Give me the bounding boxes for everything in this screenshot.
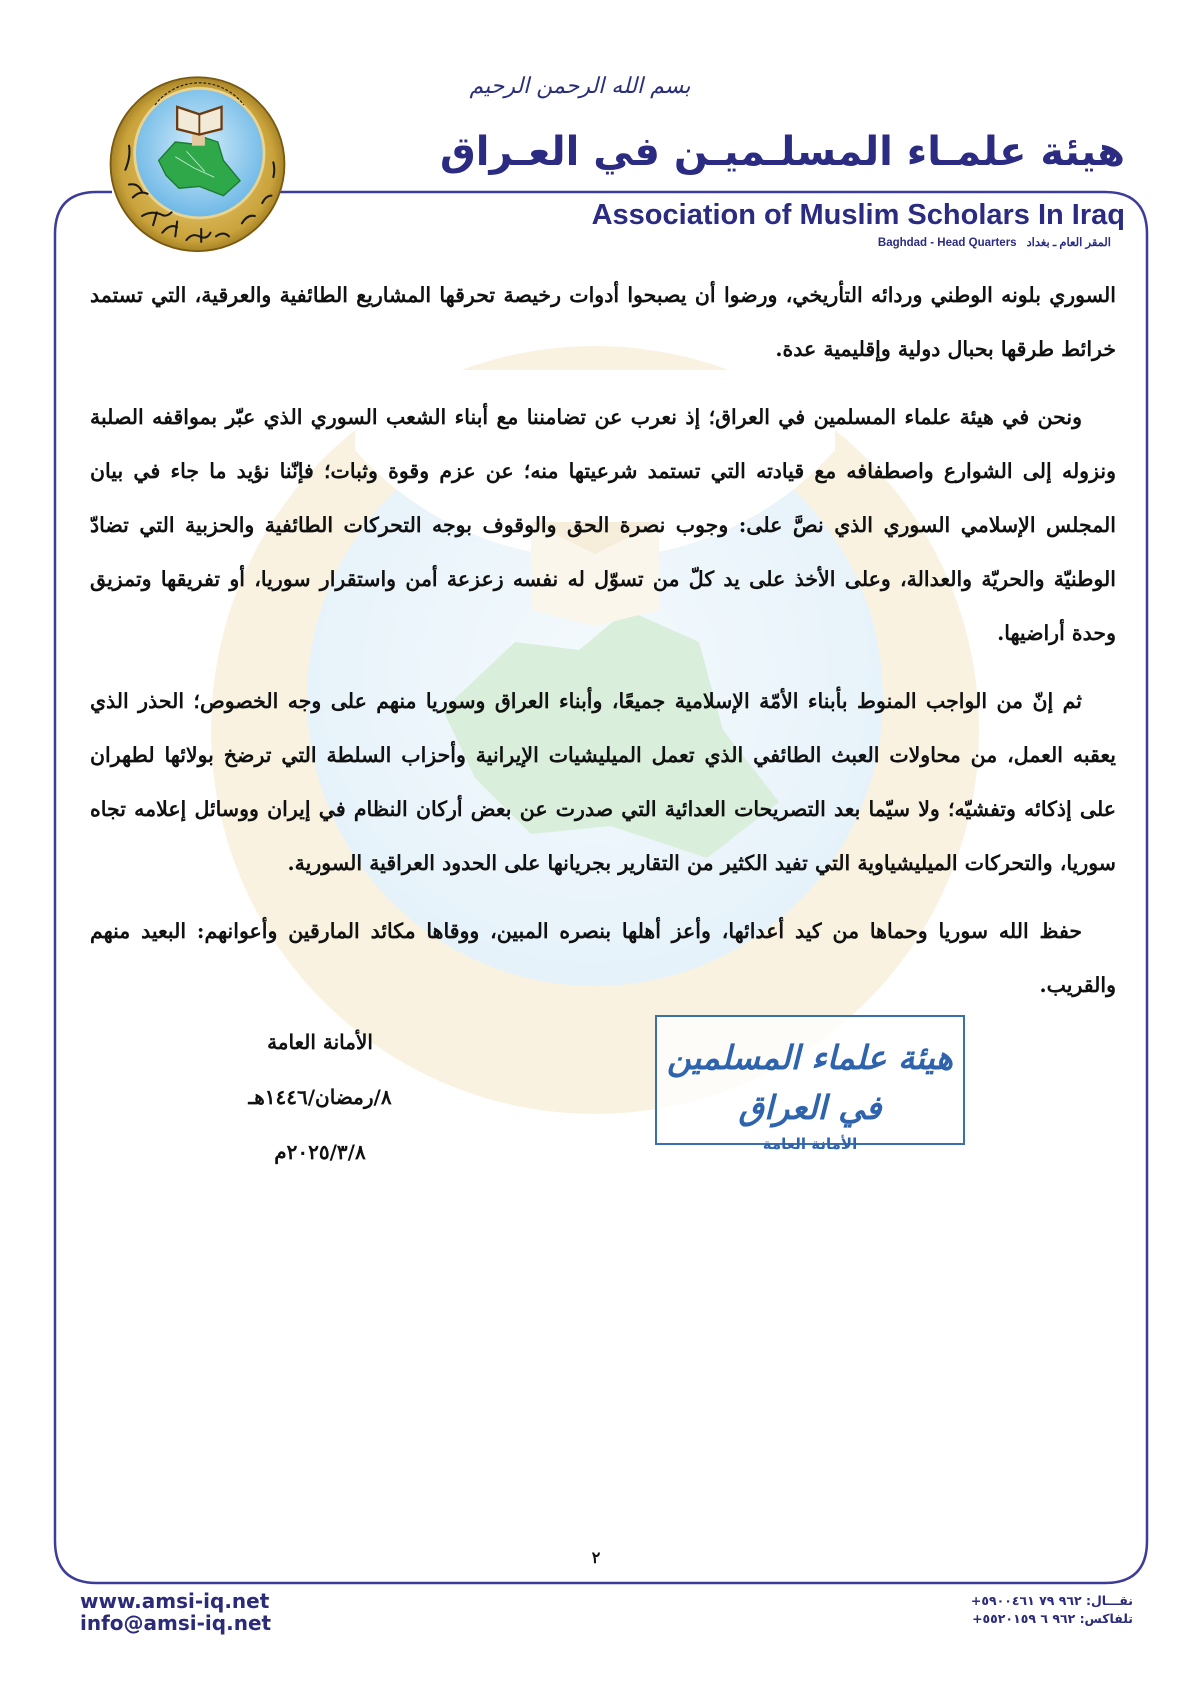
signatory-office: الأمانة العامة (267, 1030, 373, 1054)
paragraph: السوري بلونه الوطني وردائه التأريخي، ورضوا أن يصبحوا أدوات رخيصة تحرقها المشاريع الطائفية والعرقية، التي تستمد خرائط طرقها بحبال دولية وإقليمية عدة. (90, 283, 1116, 361)
headquarters-line (611, 236, 1111, 250)
fax-number: +٩٦٢ ٦ ٥٥٢٠١٥٩ (972, 1611, 1076, 1626)
footer-contacts (813, 1592, 1133, 1628)
fax-label: تلفاكس: (1079, 1611, 1133, 1626)
organization-name-english: Association of Muslim Scholars In Iraq (591, 199, 1125, 231)
paragraph: ثم إنّ من الواجب المنوط بأبناء الأمّة الإسلامية جميعًا، وأبناء العراق وسوريا منهم على وجه الخصوص؛ الحذر الذي يعقبه العمل، من محاولات العبث الطائفي الذي تعمل الميليشيات الإيرانية وأحزاب السلطة التي ترضخ بولائها لطهران على إذكائه وتفشيّه؛ ولا سيّما بعد التصريحات العدائية التي صدرت عن بعض أركان النظام في إيران ووسائل إعلامه تجاه سوريا، والتحركات الميليشياوية التي تفيد الكثير من التقارير بجريانها على الحدود العراقية السورية. (90, 689, 1116, 875)
hijri-date: ٨/رمضان/١٤٤٦هـ (248, 1085, 392, 1109)
headquarters-english: Baghdad - Head Quarters (877, 237, 1017, 249)
page-number: ٢ (591, 1548, 601, 1567)
organization-logo (105, 68, 290, 253)
website-link[interactable]: www.amsi-iq.net (80, 1589, 270, 1613)
mobile-label: نقـــال: (1085, 1593, 1133, 1608)
official-stamp (655, 1015, 965, 1153)
footer-web-info (80, 1590, 271, 1634)
headquarters-arabic: المقر العام ـ بغداد (1026, 237, 1111, 249)
stamp-office: الأمانة العامة (762, 1135, 858, 1153)
paragraph: حفظ الله سوريا وحماها من كيد أعدائها، وأعز أهلها بنصره المبين، ووقاها مكائد المارقين وأعوانهم: البعيد منهم والقريب. (90, 919, 1116, 997)
letter-body (90, 268, 1116, 1026)
mobile-number: +٩٦٢ ٧٩ ٥٩٠٠٤٦١ (970, 1593, 1082, 1608)
gregorian-date: ٢٠٢٥/٣/٨م (274, 1140, 366, 1164)
email-link[interactable]: info@amsi-iq.net (80, 1611, 272, 1635)
signature-block (220, 1015, 420, 1180)
organization-name-arabic: هيئة علمـاء المسلـميـن في العـراق (439, 129, 1125, 175)
stamp-organization-name: هيئة علماء المسلمين في العراق (666, 1038, 954, 1127)
paragraph: ونحن في هيئة علماء المسلمين في العراق؛ إذ نعرب عن تضامننا مع أبناء الشعب السوري الذي عبّر بمواقفه الصلبة ونزوله إلى الشوارع واصطفافه مع قيادته التي تستمد شرعيتها منه؛ عن عزم وقوة وثبات؛ فإنّنا نؤيد ما جاء في بيان المجلس الإسلامي السوري الذي نصَّ على: وجوب نصرة الحق والوقوف بوجه التحركات الطائفية والحزبية التي تضادّ الوطنيّة والحريّة والعدالة، وعلى الأخذ على يد كلّ من تسوّل له نفسه زعزعة أمن واستقرار سوريا، أو تفريقها وتمزيق وحدة أراضيها. (90, 405, 1116, 645)
bismillah-calligraphy: بسم الله الرحمن الرحيم (469, 74, 691, 99)
mobile-line (813, 1592, 1133, 1610)
fax-line (813, 1610, 1133, 1628)
